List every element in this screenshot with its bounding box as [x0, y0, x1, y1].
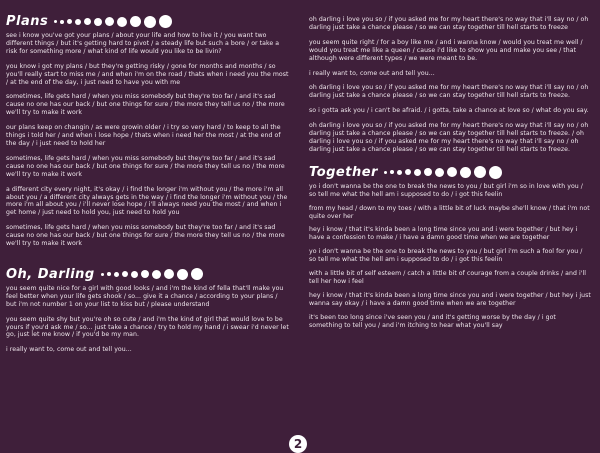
- lyric-paragraph: i really want to, come out and tell you...: [309, 69, 435, 77]
- lyric-paragraph: yo i don't wanna be the one to break the news to you / but girl i'm so in love with you / so tell me what the hell am i supposed to do / i got this feelin: [309, 182, 583, 198]
- lyric-paragraph: you seem quite right / for a boy like me / and i wanna know / would you treat me well / would you treat me like a queen / cause i'd like to show you and make you see / that although were different types / we were meant to be.: [309, 38, 583, 62]
- lyric-paragraph: our plans keep on changin / as were growin older / i try so very hard / to keep to all the things i told her / and when i lose hope / thats when i need her the most / at the end of the day / i just need to hold her: [6, 124, 281, 147]
- lyric-paragraph: you seem quite shy but you're oh so cute / and i'm the kind of girl that would love to be yours if you'd ask me / so... just take a chance / try to hold my hand / i swear i'd never let go, just let me know / if you'd be my man.: [6, 315, 289, 339]
- title-dots-decoration: [101, 268, 203, 280]
- song-title: Oh, Darling: [6, 266, 95, 282]
- lyric-paragraph: from my head / down to my toes / with a little bit of luck maybe she'll know / that i'm not quite over her: [309, 204, 590, 220]
- lyric-paragraph: a different city every night, it's okay / i find the longer i'm without you / the more i'm all about you / a different city always gets in the way / i find the longer i'm without you / the more i'm all about you / i'll never lose hope / i'll always need you the most / and when i get home / just need to hold you, just need to hold you: [6, 185, 288, 217]
- song-title: Together: [309, 164, 378, 180]
- lyric-paragraph: oh darling i love you so / if you asked me for my heart there's no way that i'll say no / oh darling just take a chance please / so we can stay together till hell starts to freeze.: [309, 84, 589, 100]
- lyric-paragraph: sometimes, life gets hard / when you miss somebody but they're too far / and it's sad cause no one has our back / but one things for sure / the more they tell us no / the more we'll try to make it work: [6, 154, 285, 178]
- lyric-paragraph: with a little bit of self esteem / catch a little bit of courage from a couple drinks / and i'll tell her how i feel: [309, 270, 587, 285]
- song-title: Plans: [6, 14, 49, 29]
- left-column: [6, 14, 289, 361]
- song-heading-oh-darling: [6, 267, 289, 282]
- page-number: 2: [289, 435, 307, 453]
- lyric-paragraph: yo i don't wanna be the one to break the news to you / but girl i'm such a fool for you / so tell me what the hell am i supposed to do / i got this feelin: [309, 248, 583, 264]
- song-heading-plans: [6, 14, 289, 29]
- title-dots-decoration: [384, 166, 502, 179]
- lyric-paragraph: sometimes, life gets hard / when you miss somebody but they're too far / and it's sad cause no one has our back / but one things for sure / the more they tell us no / the more we'll try to make it work: [6, 224, 285, 248]
- lyric-paragraph: you know i got my plans / but they're getting risky / gone for months and months / so you'll really start to miss me / and when i'm on the road / thats when i need you the most / at the end of the day, i just need to have you with me: [6, 62, 289, 86]
- right-column: [309, 16, 591, 335]
- lyric-paragraph: you seem quite nice for a girl with good looks / and i'm the kind of fella that'll make you feel better when your life gets shook / so... give it a chance / according to your plans / but i'm not number 1 on your list to kiss but / please understand: [6, 284, 284, 308]
- lyric-paragraph: oh darling i love you so / if you asked me for my heart there's no way that i'll say no / oh darling just take a chance please / so we can stay together till hell starts to freeze: [309, 16, 589, 31]
- lyric-paragraph: so i gotta ask you / i can't be afraid. / i gotta, take a chance at love so / what do you say.: [309, 107, 589, 115]
- lyric-paragraph: see i know you've got your plans / about your life and how to live it / you want two different things / but it's getting hard to pivot / a steady life but such a bore / or take a risk for something more / what kind of life would you like to be livin?: [6, 32, 280, 55]
- lyric-paragraph: oh darling i love you so / if you asked me for my heart there's no way that i'll say no / oh darling just take a chance please / so we can stay together till hell starts to freeze. / oh darling i love you so / if you asked me for my heart there's no way that i'll say no / oh darling just take a chance please / so we can stay together till hell starts to freeze.: [309, 122, 589, 153]
- title-dots-decoration: [54, 15, 172, 28]
- lyric-paragraph: i really want to, come out and tell you...: [6, 346, 132, 354]
- lyric-paragraph: hey i know / that it's kinda been a long time since you and i were together / but hey i have a confession to make / i have a damn good time when we are together: [309, 226, 578, 242]
- song-heading-together: [309, 165, 591, 180]
- lyric-paragraph: hey i know / that it's kinda been a long time since you and i were together / but hey i just wanna say okay / i have a damn good time when we are together: [309, 291, 591, 307]
- lyric-paragraph: sometimes, life gets hard / when you miss somebody but they're too far / and it's sad cause no one has our back / but one things for sure / the more they tell us no / the more we'll try to make it work: [6, 93, 285, 117]
- lyric-paragraph: it's been too long since i've seen you / and it's getting worse by the day / i got something to tell you / and i'm itching to hear what you'll say: [309, 313, 556, 329]
